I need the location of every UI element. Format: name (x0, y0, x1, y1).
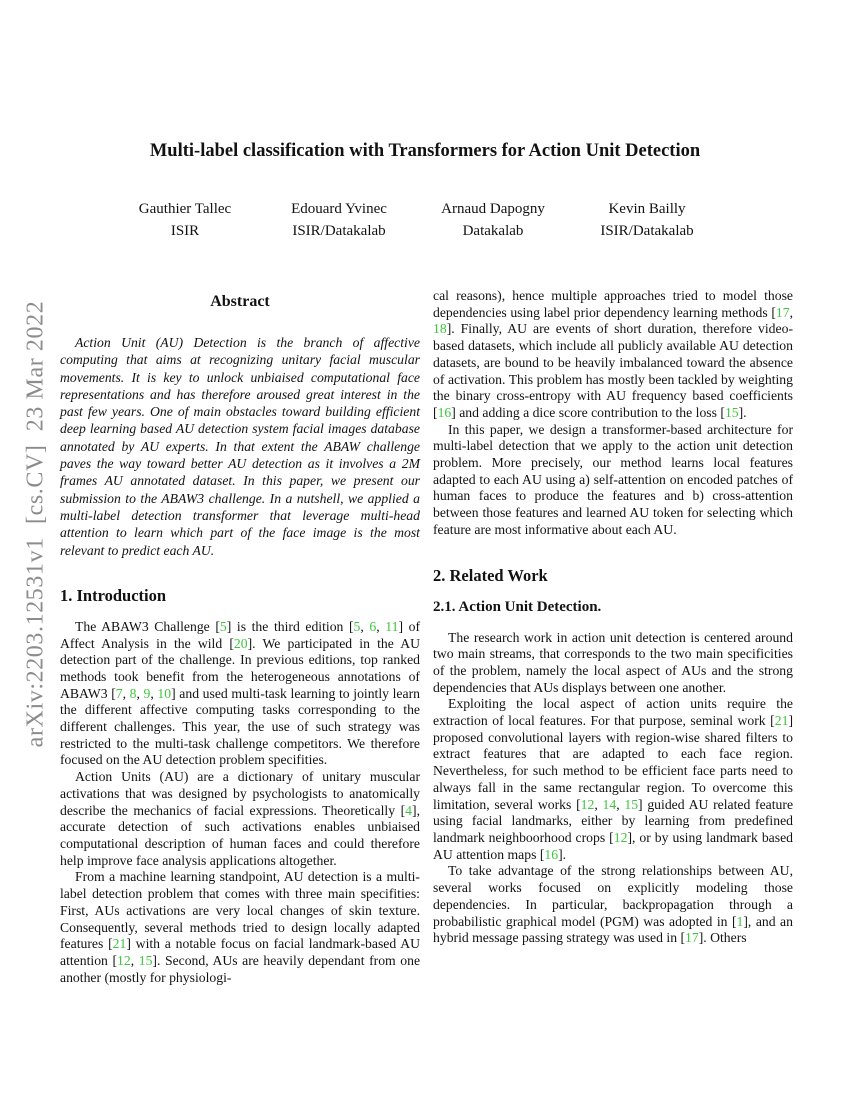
citation-link[interactable]: 5 (219, 618, 227, 634)
author-3-affiliation: Datakalab (462, 223, 524, 239)
author-1 (108, 198, 262, 242)
au-detection-paragraph-1: The research work in action unit detection is centered around two main streams, that corresponds to the two main specificities of the problem, namely the local aspect of AUs and the strong dependencies that AUs displays between one another. (433, 629, 793, 695)
two-column-body (60, 288, 793, 986)
citation-link[interactable]: 1 (736, 913, 744, 929)
author-4 (570, 198, 724, 242)
citation-link[interactable]: 14 (602, 796, 617, 812)
author-2 (262, 198, 416, 242)
citation-link[interactable]: 16 (437, 404, 452, 420)
citation-link[interactable]: 15 (138, 952, 153, 968)
citation-link[interactable]: 12 (613, 829, 628, 845)
subsection-2-1-heading: 2.1. Action Unit Detection. (433, 598, 602, 615)
citation-link[interactable]: 12 (580, 796, 595, 812)
paper-title: Multi-label classification with Transformers for Action Unit Detection (149, 141, 701, 161)
citation-link[interactable]: 18 (433, 321, 447, 337)
citation-link[interactable]: 6 (369, 618, 377, 634)
contribution-paragraph: In this paper, we design a transformer-based architecture for multi-label detection that we apply to the action unit detection problem. More precisely, our method learns local features adapted to each AU using a) self-attention on encoded patches of human faces to produce the features and b) cross-attention between those features and learned AU token for selecting which feature are most informative about each AU. (433, 421, 793, 537)
author-1-name: Gauthier Tallec (138, 201, 232, 217)
author-3 (416, 198, 570, 242)
author-2-name: Edouard Yvinec (291, 201, 387, 217)
citation-link[interactable]: 17 (775, 304, 790, 320)
citation-link[interactable]: 4 (405, 802, 413, 818)
intro-paragraph-1: The ABAW3 Challenge [5] is the third edition [5, 6, 11] of Affect Analysis in the wild [20]. We participated in the AU detection part of the challenge. In previous editions, top ranked methods took benefit from the heterogeneous annotations of ABAW3 [7, 8, 9, 10] and used multi-task learning to jointly learn the different affective computing tasks corresponding to the different challenges. This year, the use of such strategy was restricted to the multi-task challenge competitors. We therefore focused on the AU detection problem specifities. (60, 618, 421, 768)
author-3-name: Arnaud Dapogny (441, 201, 545, 217)
citation-link[interactable]: 15 (624, 796, 639, 812)
author-4-name: Kevin Bailly (608, 201, 686, 217)
author-2-affiliation: ISIR/Datakalab (292, 223, 386, 239)
arxiv-watermark-text: arXiv:2203.12531v1 [cs.CV] 23 Mar 2022 (22, 300, 49, 748)
author-block (108, 198, 724, 242)
citation-link[interactable]: 11 (385, 618, 399, 634)
citation-link[interactable]: 21 (112, 936, 127, 952)
citation-link[interactable]: 21 (774, 713, 789, 729)
author-1-affiliation: ISIR (170, 223, 200, 239)
citation-link[interactable]: 9 (143, 685, 151, 701)
citation-link[interactable]: 20 (233, 635, 248, 651)
citation-link[interactable]: 5 (353, 618, 361, 634)
citation-link[interactable]: 7 (115, 685, 123, 701)
citation-link[interactable]: 8 (129, 685, 137, 701)
au-detection-paragraph-3: To take advantage of the strong relationships between AU, several works focused on explicitly modeling those dependencies. In particular, backpropagation through a probabilistic graphical model (PGM) was adopted in [1], and an hybrid message passing strategy was used in [17]. Others (433, 863, 793, 946)
section-2-heading: 2. Related Work (433, 565, 548, 585)
intro-paragraph-2: Action Units (AU) are a dictionary of unitary muscular activations that was designed by psychologists to anatomically describe the mechanics of facial expressions. Theoretically [4], accurate detection of such activations enables unbiaised computational description of human faces and could therefore help improve face analysis applications altogether. (60, 769, 420, 868)
intro-paragraph-3: From a machine learning standpoint, AU detection is a multi-label detection problem that comes with three main specifities: First, AUs activations are very local changes of skin texture. Consequently, several methods tried to design locally adapted features [21] with a notable focus on facial landmark-based AU attention [12, 15]. Second, AUs are heavily dependant from one another (mostly for physiologi- (60, 869, 421, 985)
section-1-heading: 1. Introduction (60, 585, 167, 605)
citation-link[interactable]: 12 (117, 952, 131, 968)
dependencies-continuation-paragraph: cal reasons), hence multiple approaches tried to model those dependencies using label prior dependency learning methods [17, 18]. Finally, AU are events of short duration, therefore video-based datasets, which include all publicly available AU detection datasets, are bound to be heavily imbalanced toward the absence of activation. This problem has mostly been tackled by weighting the binary cross-entropy with AU frequency based coefficients [16] and adding a dice score contribution to the loss [15]. (433, 288, 793, 420)
right-column (433, 288, 793, 986)
abstract-heading: Abstract (210, 293, 270, 310)
citation-link[interactable]: 16 (544, 846, 559, 862)
author-4-affiliation: ISIR/Datakalab (600, 223, 694, 239)
citation-link[interactable]: 17 (685, 930, 699, 946)
left-column (60, 288, 420, 986)
au-detection-paragraph-2: Exploiting the local aspect of action units require the extraction of local features. For that purpose, seminal work [21] proposed convolutional layers with region-wise shared filters to extract features that are adapted to each face region. Nevertheless, for such method to be efficient face parts need to always fall in the same rectangular region. To overcome this limitation, several works [12, 14, 15] guided AU related feature using facial landmarks, either by learning from predefined landmark neighboorhood crops [12], or by using landmark based AU attention maps [16]. (433, 696, 794, 862)
citation-link[interactable]: 10 (157, 685, 172, 701)
citation-link[interactable]: 15 (724, 404, 739, 420)
abstract-paragraph: Action Unit (AU) Detection is the branch of affective computing that aims at recognizing unitary facial muscular movements. It is key to unlock unbiaised computational face representations and has therefore aroused great interest in the past few years. One of main obstacles toward building efficient deep learning based AU detection system facial images database annotated by AU experts. In that extent the ABAW challenge paves the way toward better AU detection as it involves a 2M frames AU annotated dataset. In this paper, we present our submission to the ABAW3 challenge. In a nutshell, we applied a multi-label detection transformer that leverage multi-head attention to learn which part of the face image is the most relevant to predict each AU. (60, 335, 420, 558)
